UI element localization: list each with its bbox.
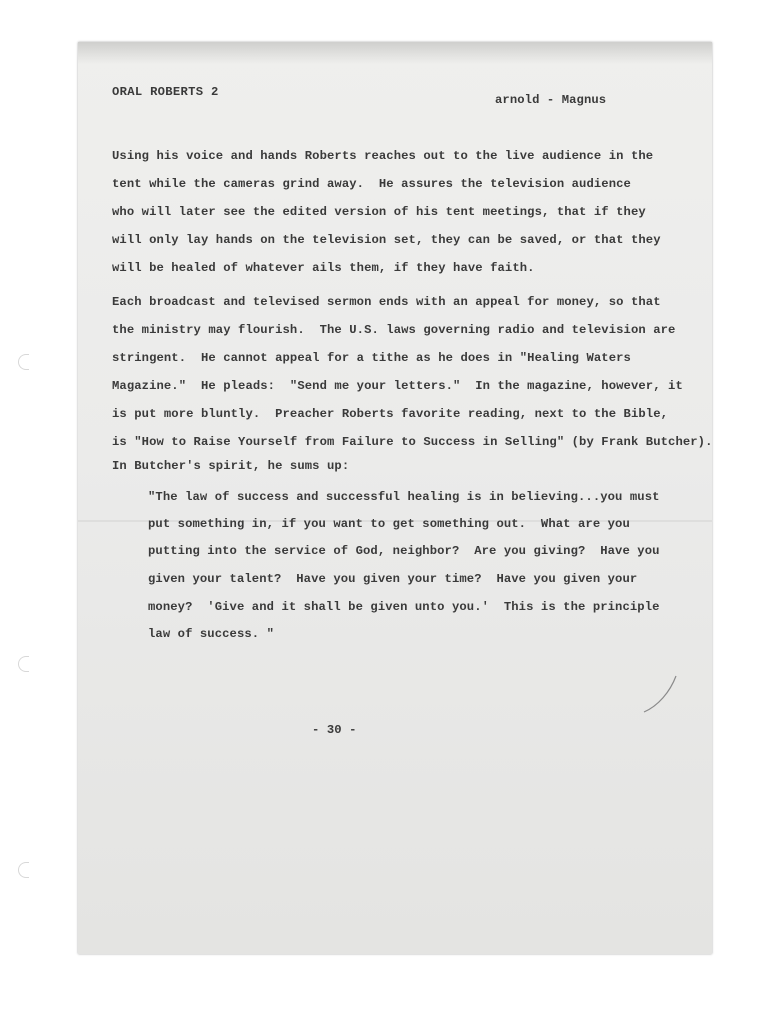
header-left: ORAL ROBERTS 2 [112, 85, 219, 99]
paragraph1-line: who will later see the edited version of his tent meetings, that if they [112, 205, 646, 219]
header-right: arnold - Magnus [495, 93, 607, 107]
paragraph2-line: is put more bluntly. Preacher Roberts favorite reading, next to the Bible, [112, 407, 669, 421]
paragraph2-line: Magazine." He pleads: "Send me your letters." In the magazine, however, it [112, 379, 683, 393]
quote-line: put something in, if you want to get something out. What are you [148, 517, 630, 531]
binder-hole-mark [18, 354, 29, 370]
binder-hole-mark [18, 656, 29, 672]
paragraph2-line: the ministry may flourish. The U.S. laws governing radio and television are [112, 323, 676, 337]
quote-line: given your talent? Have you given your time? Have you given your [148, 572, 638, 586]
paragraph1-line: will only lay hands on the television set, they can be saved, or that they [112, 233, 661, 247]
paragraph2-line: stringent. He cannot appeal for a tithe as he does in "Healing Waters [112, 351, 631, 365]
page-number: - 30 - [312, 723, 357, 737]
paragraph1-line: Using his voice and hands Roberts reaches out to the live audience in the [112, 149, 654, 163]
quote-line: money? 'Give and it shall be given unto you.' This is the principle [148, 600, 660, 614]
paragraph1-line: tent while the cameras grind away. He assures the television audience [112, 177, 631, 191]
quote-line: law of success. " [148, 627, 275, 641]
binder-hole-mark [18, 862, 29, 878]
quote-line: "The law of success and successful healing is in believing...you must [148, 490, 660, 504]
quote-line: putting into the service of God, neighbor? Are you giving? Have you [148, 544, 660, 558]
pen-mark [640, 672, 680, 716]
paragraph2-line: Each broadcast and televised sermon ends with an appeal for money, so that [112, 295, 661, 309]
paragraph2-line: is "How to Raise Yourself from Failure to Success in Selling" (by Frank Butcher). [112, 435, 713, 449]
paragraph1-line: will be healed of whatever ails them, if they have faith. [112, 261, 535, 275]
paragraph2-line: In Butcher's spirit, he sums up: [112, 459, 350, 473]
